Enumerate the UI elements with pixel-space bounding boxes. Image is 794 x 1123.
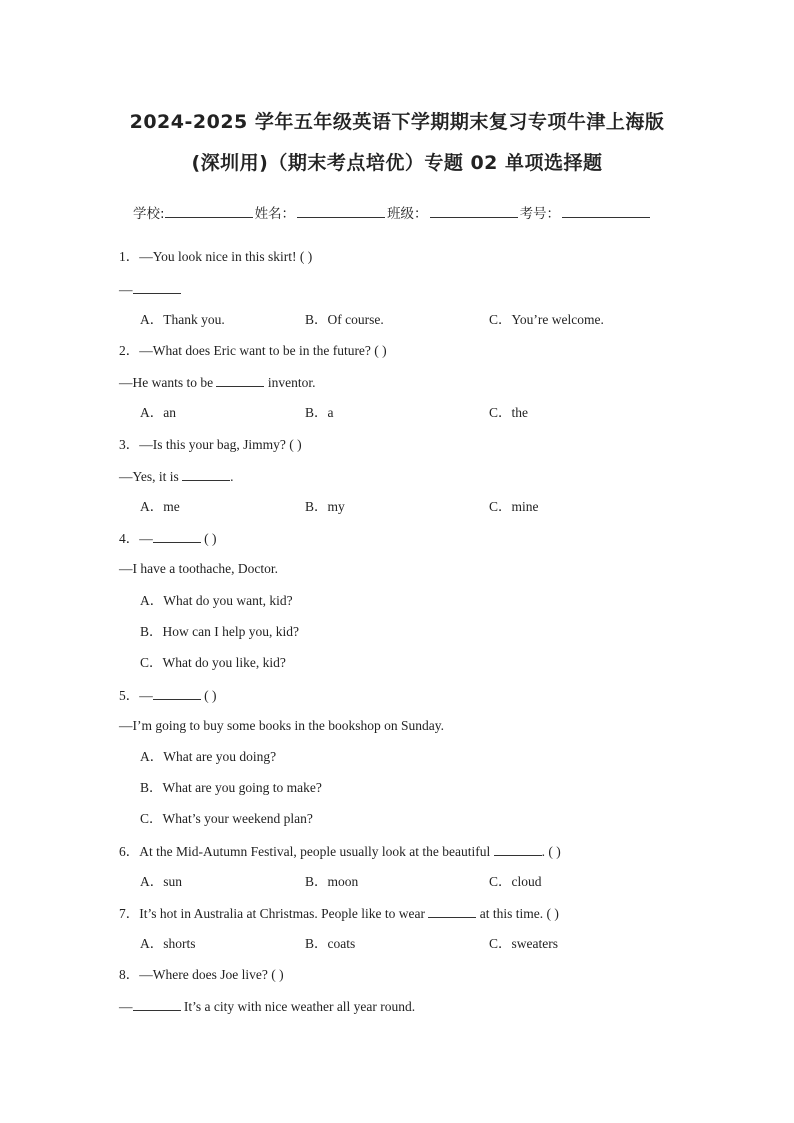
question-1-option-c[interactable]: C．You’re welcome.: [489, 312, 604, 327]
stem-prefix: 7．It’s hot in Australia at Christmas. People like to wear: [119, 906, 425, 921]
question-4-option-c[interactable]: C．What do you like, kid?: [140, 655, 286, 670]
class-label: 班级：: [387, 206, 428, 222]
question-4-option-a[interactable]: A．What do you want, kid?: [140, 593, 293, 608]
question-7-stem: [119, 905, 559, 922]
question-5-option-a[interactable]: A．What are you doing?: [140, 749, 277, 764]
number-label: 考号：: [519, 206, 561, 222]
answer-prefix: —: [119, 999, 133, 1014]
stem-blank[interactable]: [428, 905, 476, 918]
question-6-option-b[interactable]: B．moon: [305, 874, 359, 889]
document-title-line1: 2024-2025 学年五年级英语下学期期末复习专项牛津上海版: [129, 111, 665, 133]
question-1-answer: [119, 281, 181, 298]
answer-prefix: —: [119, 282, 133, 297]
stem-suffix: . ( ): [541, 844, 561, 859]
name-blank[interactable]: [297, 203, 385, 218]
question-1-option-b[interactable]: B．Of course.: [305, 312, 384, 327]
question-4-stem: [119, 530, 217, 547]
stem-prefix: 6．At the Mid-Autumn Festival, people usually look at the beautiful: [119, 844, 491, 859]
answer-suffix: It’s a city with nice weather all year round.: [183, 999, 416, 1014]
stem-suffix: ( ): [204, 531, 217, 546]
question-2-stem: 2．—What does Eric want to be in the future? ( ): [119, 343, 387, 358]
document-title-line2: (深圳用)（期末考点培优）专题 02 单项选择题: [191, 152, 603, 174]
answer-suffix: .: [230, 469, 234, 484]
question-8-answer: [119, 998, 415, 1015]
question-5-answer: —I’m going to buy some books in the bookshop on Sunday.: [119, 718, 444, 733]
stem-blank[interactable]: [153, 687, 201, 700]
stem-blank[interactable]: [153, 530, 201, 543]
school-blank[interactable]: [165, 203, 253, 218]
question-5-option-c[interactable]: C．What’s your weekend plan?: [140, 811, 313, 826]
number-blank[interactable]: [562, 203, 650, 218]
question-1-stem: 1．—You look nice in this skirt! ( ): [119, 249, 313, 264]
question-5-stem: [119, 687, 217, 704]
stem-suffix: at this time. ( ): [479, 906, 559, 921]
question-2-option-a[interactable]: A．an: [140, 405, 176, 420]
name-label: 姓名：: [254, 206, 296, 222]
question-2-option-c[interactable]: C．the: [489, 405, 528, 420]
question-7-option-b[interactable]: B．coats: [305, 936, 356, 951]
stem-prefix: 5．—: [119, 688, 153, 703]
stem-blank[interactable]: [494, 843, 542, 856]
answer-blank[interactable]: [216, 374, 264, 387]
answer-suffix: inventor.: [267, 375, 316, 390]
question-3-answer: [119, 468, 234, 485]
question-3-option-c[interactable]: C．mine: [489, 499, 539, 514]
question-5-option-b[interactable]: B．What are you going to make?: [140, 780, 322, 795]
answer-blank[interactable]: [133, 281, 181, 294]
answer-blank[interactable]: [133, 998, 181, 1011]
question-6-option-a[interactable]: A．sun: [140, 874, 183, 889]
question-3-stem: 3．—Is this your bag, Jimmy? ( ): [119, 437, 302, 452]
question-2-answer: [119, 374, 315, 391]
question-4-answer: —I have a toothache, Doctor.: [119, 561, 278, 576]
stem-prefix: 4．—: [119, 531, 153, 546]
question-6-stem: [119, 843, 561, 860]
question-6-option-c[interactable]: C．cloud: [489, 874, 542, 889]
question-2-option-b[interactable]: B．a: [305, 405, 334, 420]
answer-prefix: —He wants to be: [119, 375, 214, 390]
school-label: 学校:: [133, 206, 165, 222]
question-4-option-b[interactable]: B．How can I help you, kid?: [140, 624, 299, 639]
question-8-stem: 8．—Where does Joe live? ( ): [119, 967, 284, 982]
question-3-option-a[interactable]: A．me: [140, 499, 180, 514]
stem-suffix: ( ): [204, 688, 217, 703]
answer-blank[interactable]: [182, 468, 230, 481]
class-blank[interactable]: [430, 203, 518, 218]
student-info-row: [133, 202, 673, 222]
question-3-option-b[interactable]: B．my: [305, 499, 345, 514]
question-7-option-a[interactable]: A．shorts: [140, 936, 196, 951]
question-7-option-c[interactable]: C．sweaters: [489, 936, 558, 951]
answer-prefix: —Yes, it is: [119, 469, 179, 484]
question-1-option-a[interactable]: A．Thank you.: [140, 312, 225, 327]
